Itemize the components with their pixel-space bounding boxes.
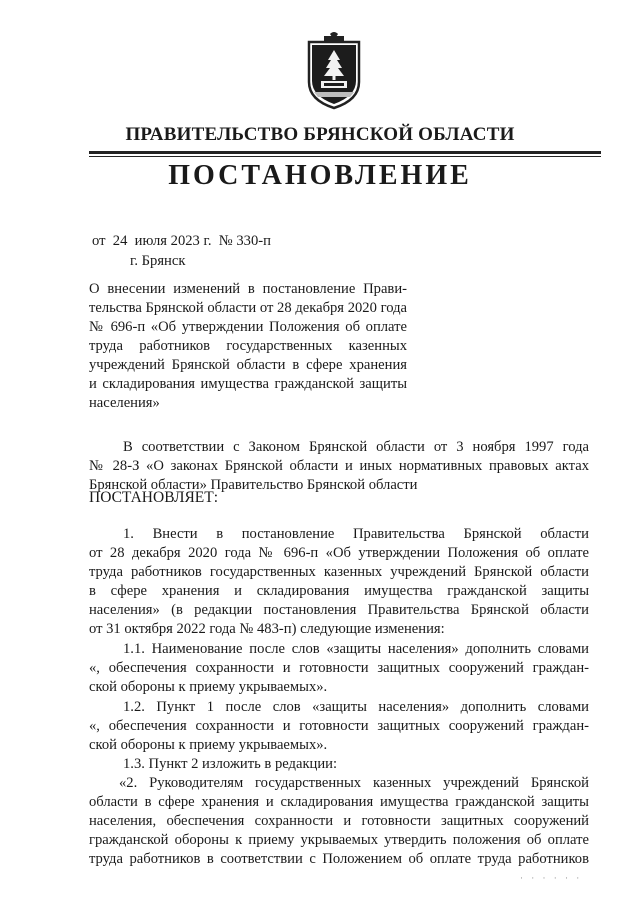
item-line: 1.2. Пункт 1 после слов «защиты населения» дополнить словами xyxy=(123,699,589,715)
header-rule-thin xyxy=(89,156,601,157)
item-line: гражданской обороны к приему укрываемых утвердить положения об оплате xyxy=(89,832,589,848)
subject-line: тельства Брянской области от 28 декабря 2020 года xyxy=(89,300,407,316)
scan-artifact-marks: · · · · · · xyxy=(520,873,583,883)
item-line: труда работников в соответствии с Положением об оплате труда работников xyxy=(89,851,589,867)
subject-line: населения» xyxy=(89,395,160,411)
preamble-line: В соответствии с Законом Брянской области от 3 ноября 1997 года xyxy=(123,439,589,455)
subject-line: учреждений Брянской области в сфере хранения xyxy=(89,357,407,373)
item-line: ской обороны к приему укрываемых». xyxy=(89,679,328,695)
item-line: области в сфере хранения и складирования имущества гражданской защиты xyxy=(89,794,589,810)
item-line: «, обеспечения сохранности и готовности защитных сооружений граждан- xyxy=(89,718,589,734)
preamble-line: № 28-З «О законах Брянской области и иных нормативных правовых актах xyxy=(89,458,589,474)
item-line: «2. Руководителям государственных казенных учреждений Брянской xyxy=(119,775,589,791)
item-line: от 28 декабря 2020 года № 696-п «Об утверждении Положения об оплате xyxy=(89,545,589,561)
header-rule-thick xyxy=(89,151,601,154)
preamble-line: Брянской области» Правительство Брянской области xyxy=(89,477,418,493)
item-line: от 31 октября 2022 года № 483-п) следующие изменения: xyxy=(89,621,445,637)
document-place: г. Брянск xyxy=(130,253,186,269)
item-line: труда работников государственных казенных учреждений Брянской области xyxy=(89,564,589,580)
item-line: 1.1. Наименование после слов «защиты населения» дополнить словами xyxy=(123,641,589,657)
coat-of-arms-icon xyxy=(303,30,365,110)
item-line: 1. Внести в постановление Правительства Брянской области xyxy=(123,526,589,542)
subject-line: и складирования имущества гражданской защиты xyxy=(89,376,407,392)
government-title: ПРАВИТЕЛЬСТВО БРЯНСКОЙ ОБЛАСТИ xyxy=(125,124,515,145)
subject-line: труда работников государственных казенных xyxy=(89,338,407,354)
item-line: населения» (в редакции постановления Правительства Брянской области xyxy=(89,602,589,618)
item-line: ской обороны к приему укрываемых». xyxy=(89,737,328,753)
subject-line: № 696-п «Об утверждении Положения об оплате xyxy=(89,319,407,335)
item-line: 1.3. Пункт 2 изложить в редакции: xyxy=(123,756,338,772)
item-line: населения, обеспечения сохранности и готовности защитных сооружений xyxy=(89,813,589,829)
document-date-number: от 24 июля 2023 г. № 330-п xyxy=(92,233,271,249)
item-line: в сфере хранения и складирования имущества гражданской защиты xyxy=(89,583,589,599)
resolves-keyword: ПОСТАНОВЛЯЕТ: xyxy=(89,489,219,506)
item-line: «, обеспечения сохранности и готовности защитных сооружений граждан- xyxy=(89,660,589,676)
document-type: ПОСТАНОВЛЕНИЕ xyxy=(168,160,472,191)
subject-line: О внесении изменений в постановление Прави- xyxy=(89,281,407,297)
